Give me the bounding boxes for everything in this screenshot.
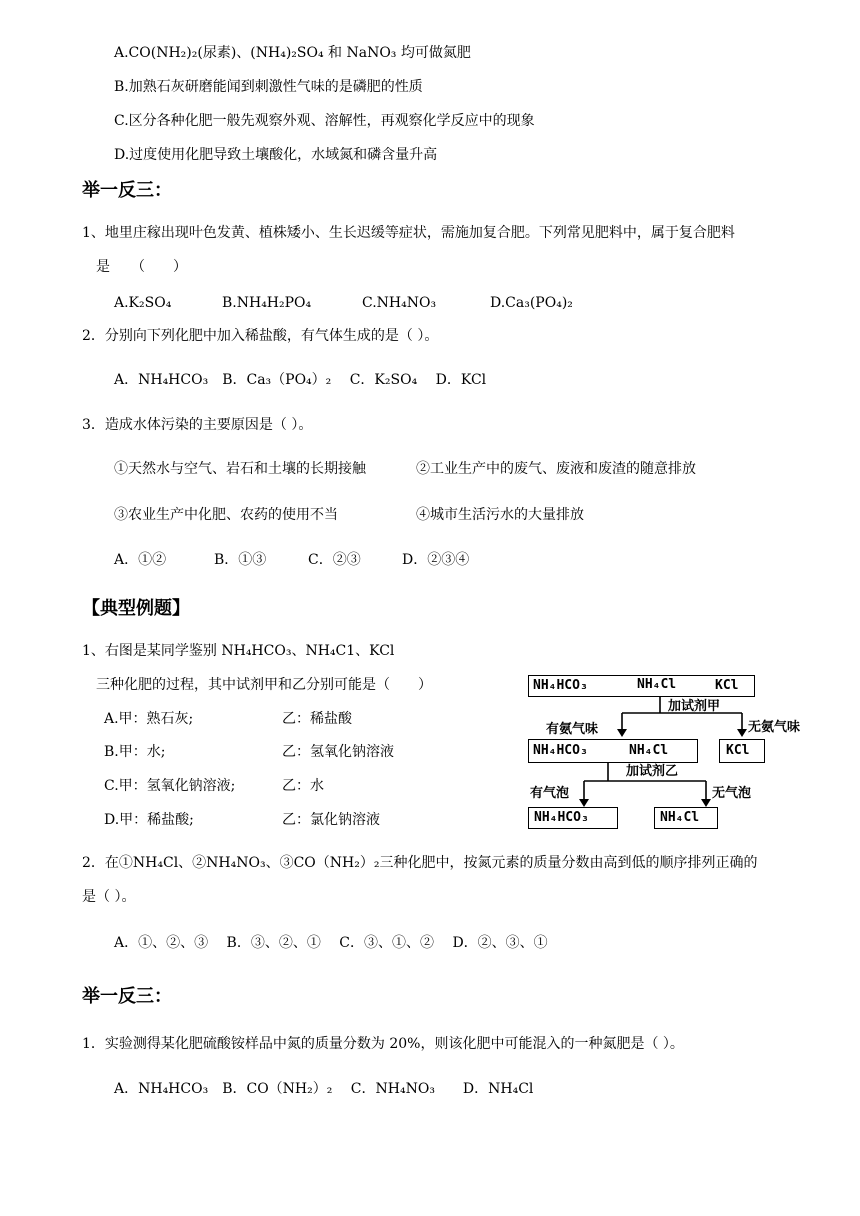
diagram-box2-item-a: NH₄HCO₃ (533, 743, 588, 758)
diagram-right-label-2: 无气泡 (712, 786, 752, 801)
practice-2-question-1-stem: 1．实验测得某化肥硫酸铵样品中氮的质量分数为 20%，则该化肥中可能混入的一种氮肥是（ ）。 (82, 1036, 684, 1052)
diagram-box5-item: NH₄Cl (660, 810, 700, 825)
example-1-option-d-reagent2: 乙：氯化钠溶液 (282, 812, 380, 828)
option-c: C.区分各种化肥一般先观察外观、溶解性，再观察化学反应中的现象 (114, 113, 535, 129)
practice-2-question-1-options: A．NH₄HCO₃ B．CO（NH₂）₂ C．NH₄NO₃ D．NH₄Cl (114, 1081, 534, 1097)
section-heading-practice-1: 举一反三： (82, 180, 172, 201)
example-1-option-c-reagent2: 乙：水 (282, 778, 324, 794)
diagram-box1-item-a: NH₄HCO₃ (533, 678, 588, 693)
question-1-option-a: A.K₂SO₄ (114, 295, 172, 311)
option-b: B.加熟石灰研磨能闻到刺激性气味的是磷肥的性质 (114, 79, 423, 95)
option-d: D.过度使用化肥导致土壤酸化，水域氮和磷含量升高 (114, 147, 438, 163)
question-3-item-2: ②工业生产中的废气、废液和废渣的随意排放 (416, 461, 696, 477)
question-1-option-c: C.NH₄NO₃ (362, 295, 437, 311)
diagram-box-ammonium-pair (528, 739, 698, 763)
example-1-option-d-reagent1: D.甲：稀盐酸; (104, 812, 194, 828)
diagram-reagent-2-label: 加试剂乙 (626, 764, 679, 779)
diagram-box4-item: NH₄HCO₃ (534, 810, 589, 825)
diagram-box1-item-c: KCl (715, 678, 739, 693)
identification-flow-diagram (520, 665, 820, 835)
diagram-left-label-1: 有氨气味 (546, 722, 599, 737)
question-3-item-3: ③农业生产中化肥、农药的使用不当 (114, 507, 338, 523)
diagram-left-label-2: 有气泡 (530, 786, 570, 801)
example-1-option-a-reagent1: A.甲：熟石灰; (104, 711, 194, 727)
question-2-stem: 2．分别向下列化肥中加入稀盐酸，有气体生成的是（ ）。 (82, 328, 439, 344)
question-3-stem: 3．造成水体污染的主要原因是（ ）。 (82, 417, 313, 433)
question-1-option-d: D.Ca₃(PO₄)₂ (490, 295, 573, 311)
diagram-box2-item-b: NH₄Cl (629, 743, 669, 758)
example-1-option-b-reagent1: B.甲：水; (104, 744, 166, 760)
question-1-stem-cont: 是 （ ） (96, 259, 187, 275)
question-2-options: A．NH₄HCO₃ B．Ca₃（PO₄）₂ C．K₂SO₄ D．KCl (114, 372, 487, 388)
question-1-option-b: B.NH₄H₂PO₄ (222, 295, 312, 311)
section-heading-practice-2: 举一反三： (82, 986, 172, 1007)
question-3-item-1: ①天然水与空气、岩石和土壤的长期接触 (114, 461, 366, 477)
question-1-stem: 1、地里庄稼出现叶色发黄、植株矮小、生长迟缓等症状，需施加复合肥。下列常见肥料中，属于复合肥料 (82, 225, 735, 241)
diagram-box-kcl (719, 739, 765, 763)
diagram-box1-item-b: NH₄Cl (637, 677, 677, 692)
example-2-stem: 2．在①NH₄Cl、②NH₄NO₃、③CO（NH₂）₂三种化肥中，按氮元素的质量分数由高到低的顺序排列正确的 (82, 855, 758, 871)
diagram-box3-item: KCl (726, 743, 750, 758)
diagram-box-nh4hco3 (528, 807, 618, 829)
diagram-box-nh4cl (654, 807, 718, 829)
section-heading-examples: 【典型例题】 (82, 598, 190, 619)
question-3-option-b: B．①③ (214, 552, 267, 568)
example-1-stem-cont: 三种化肥的过程，其中试剂甲和乙分别可能是（ ） (96, 677, 432, 693)
example-1-option-a-reagent2: 乙：稀盐酸 (282, 711, 352, 727)
question-3-option-a: A．①② (114, 552, 167, 568)
question-3-item-4: ④城市生活污水的大量排放 (416, 507, 584, 523)
example-2-options: A．①、②、③ B．③、②、① C．③、①、② D．②、③、① (114, 935, 548, 951)
example-2-stem-cont: 是（ ）。 (82, 889, 136, 905)
diagram-box-all-fertilizers (528, 675, 755, 697)
option-a: A.CO(NH₂)₂(尿素)、(NH₄)₂SO₄ 和 NaNO₃ 均可做氮肥 (114, 45, 471, 61)
diagram-right-label-1: 无氨气味 (748, 720, 801, 735)
example-1-option-b-reagent2: 乙：氢氧化钠溶液 (282, 744, 394, 760)
question-3-option-d: D．②③④ (402, 552, 470, 568)
example-1-stem: 1、右图是某同学鉴别 NH₄HCO₃、NH₄C1、KCl (82, 643, 395, 659)
question-3-option-c: C．②③ (308, 552, 361, 568)
example-1-option-c-reagent1: C.甲：氢氧化钠溶液; (104, 778, 236, 794)
diagram-reagent-1-label: 加试剂甲 (668, 699, 721, 714)
